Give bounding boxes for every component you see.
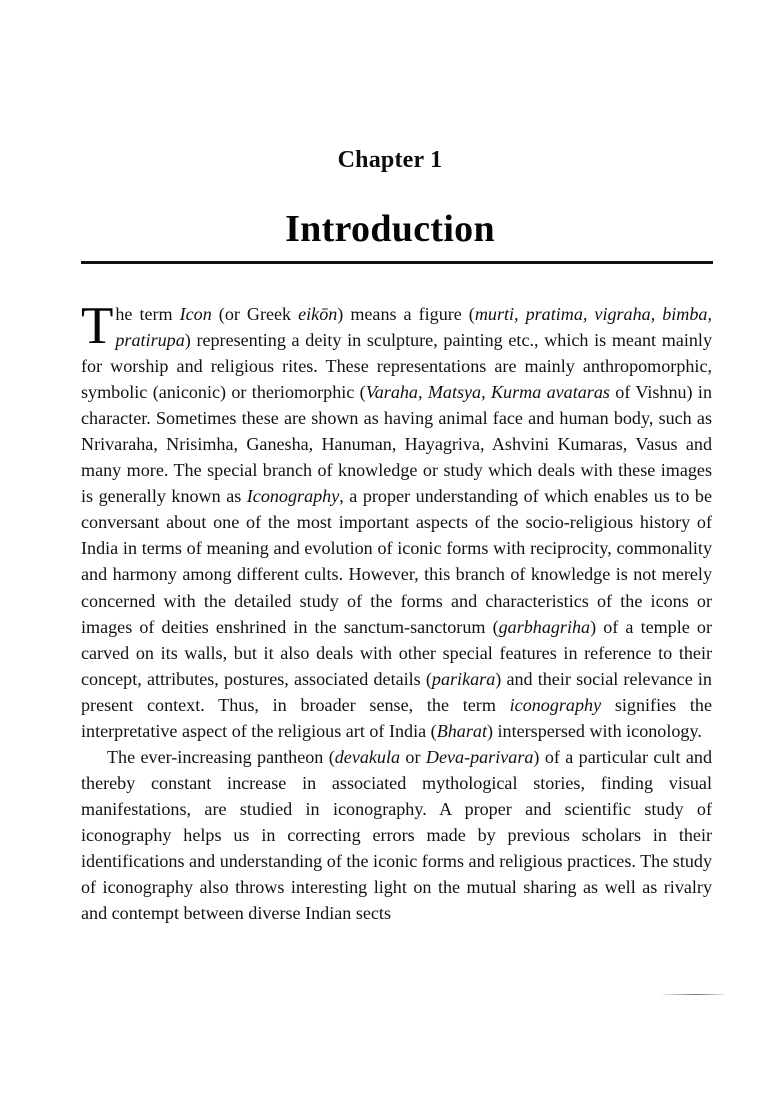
drop-cap-letter: T: [81, 297, 114, 355]
paragraph-1-text: he term Icon (or Greek eikōn) means a figure (murti, pratima, vigraha, bimba, pratirupa) representing a deity in sculpture, painting etc., which is meant mainly for worship and religious rites. These representations are mainly anthropomorphic, symbolic (aniconic) or theriomorphic (Varaha, Matsya, Kurma avataras of Vishnu) in character. Sometimes these are shown as having animal face and human body, such as Nrivaraha, Nrisimha, Ganesha, Hanuman, Hayagriva, Ashvini Kumaras, Vasus and many more. The special branch of knowledge or study which deals with these images is generally known as Iconography, a proper understanding of which enables us to be conversant about one of the most important aspects of the socio-religious history of India in terms of meaning and evolution of iconic forms with reciprocity, commonality and harmony among different cults. However, this branch of knowledge is not merely concerned with the detailed study of the forms and characteristics of the icons or images of deities enshrined in the sanctum-sanctorum (garbhagriha) of a temple or carved on its walls, but it also deals with other special features in reference to their concept, attributes, postures, associated details (parikara) and their social relevance in present context. Thus, in broader sense, the term iconography signifies the interpretative aspect of the religious art of India (Bharat) interspersed with iconology.: [81, 304, 713, 741]
paragraph-2: [81, 744, 712, 926]
body-text-block: [81, 297, 713, 926]
chapter-label: Chapter 1: [337, 147, 443, 173]
paragraph-1: [81, 297, 713, 744]
page-title: Introduction: [285, 208, 495, 250]
scan-artifact-line: [661, 994, 724, 995]
title-divider: [81, 261, 713, 264]
paragraph-2-text: The ever-increasing pantheon (devakula or Deva-parivara) of a particular cult and thereby constant increase in associated mythological stories, finding visual manifestations, are studied in iconography. A proper and scientific study of iconography helps us in correcting errors made by previous scholars in their identifications and understanding of the iconic forms and religious practices. The study of iconography also throws interesting light on the mutual sharing as well as rivalry and contempt between diverse Indian sects: [81, 746, 712, 924]
